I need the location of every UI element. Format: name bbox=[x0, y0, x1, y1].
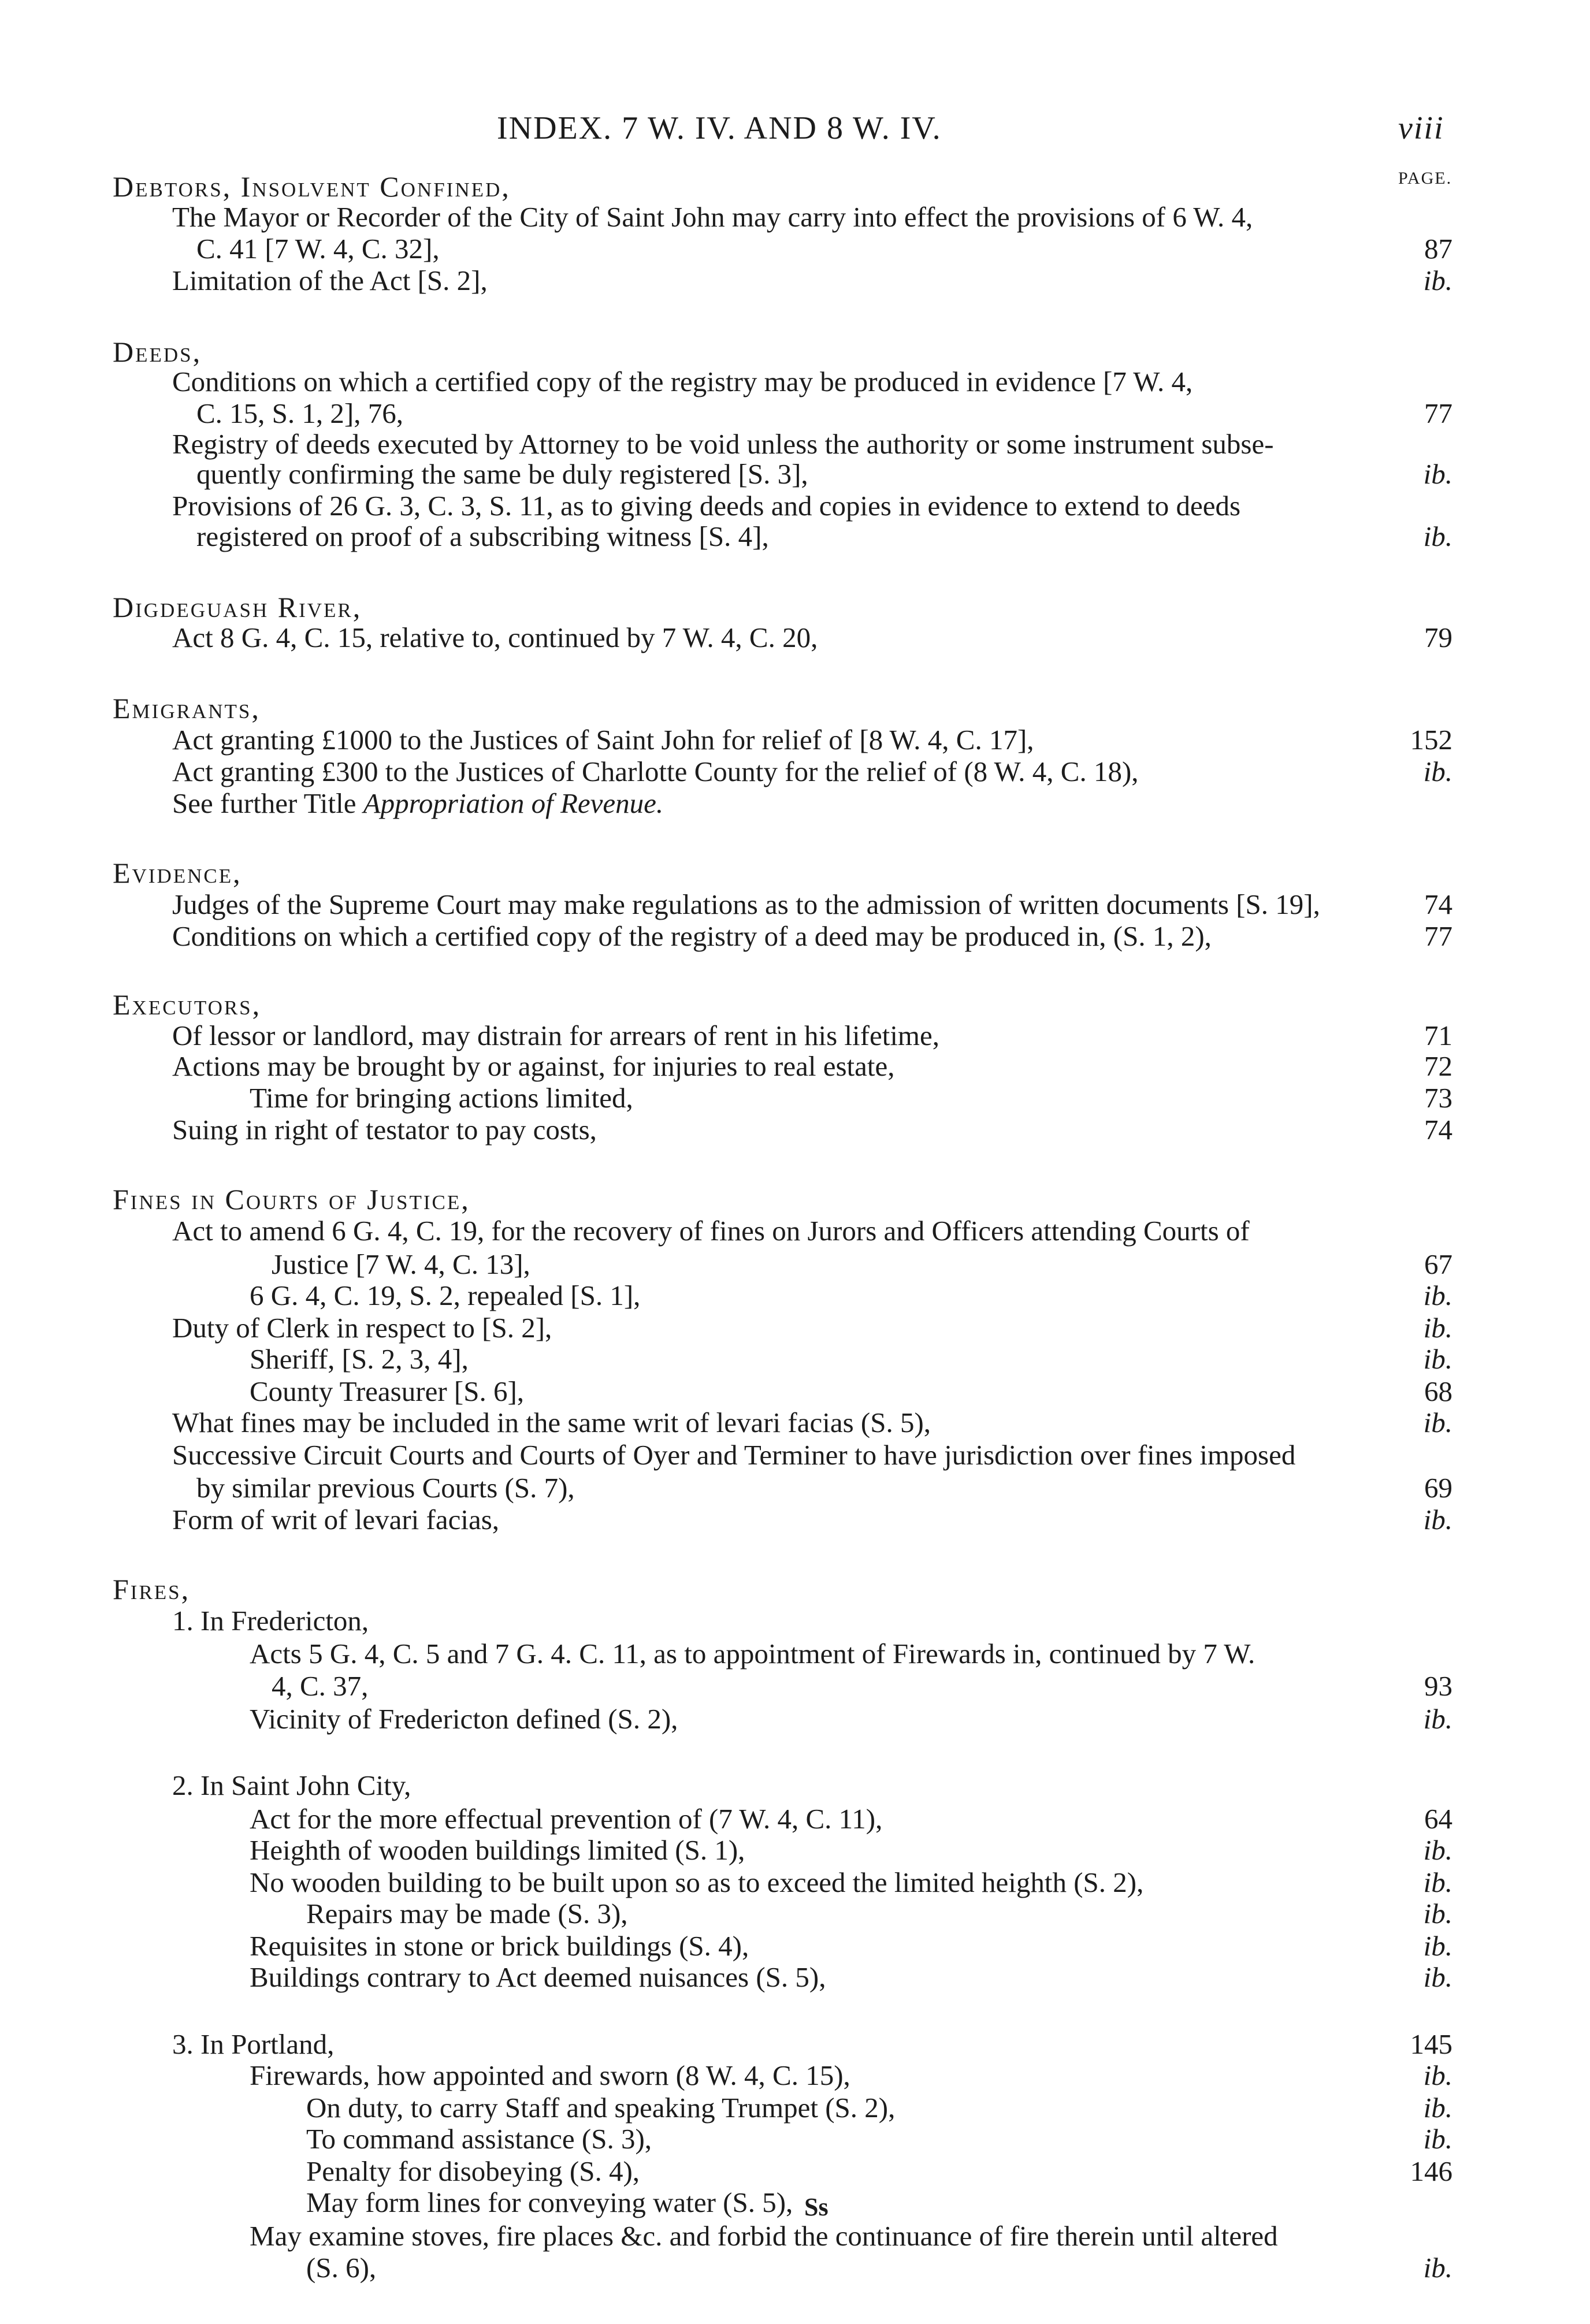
entry-text: Actions may be brought by or against, for injuries to real estate, bbox=[172, 1050, 895, 1082]
index-entry bbox=[0, 1636, 1590, 1672]
entry-text: Repairs may be made (S. 3), bbox=[306, 1898, 628, 1929]
index-entry bbox=[0, 2121, 1590, 2157]
page-reference: 68 bbox=[1424, 1375, 1452, 1407]
entry-text: Emigrants, bbox=[113, 692, 261, 724]
entry-text: C. 41 [7 W. 4, C. 32], bbox=[196, 233, 440, 265]
entry-text: Requisites in stone or brick buildings (S. 4), bbox=[250, 1930, 749, 1962]
entry-text: Conditions on which a certified copy of the registry of a deed may be produced in, (S. 1, 2), bbox=[172, 920, 1212, 952]
page-reference: ib. bbox=[1423, 2092, 1452, 2124]
entry-text: Conditions on which a certified copy of the registry may be produced in evidence [7 W. 4, bbox=[172, 366, 1193, 397]
index-entry bbox=[0, 1341, 1590, 1377]
entry-text: Successive Circuit Courts and Courts of Oyer and Terminer to have jurisdiction over fines imposed bbox=[172, 1439, 1296, 1471]
index-entry bbox=[0, 2090, 1590, 2126]
entry-text: Buildings contrary to Act deemed nuisances (S. 5), bbox=[250, 1961, 826, 1993]
signature-mark: Ss bbox=[804, 2193, 829, 2221]
page-reference: ib. bbox=[1423, 1312, 1452, 1344]
entry-text: Sheriff, [S. 2, 3, 4], bbox=[250, 1343, 469, 1375]
entry-text: Act for the more effectual prevention of (7 W. 4, C. 11), bbox=[250, 1803, 883, 1835]
index-entry bbox=[0, 263, 1590, 299]
page-reference: ib. bbox=[1423, 2059, 1452, 2091]
index-heading bbox=[0, 855, 1590, 891]
page-reference: ib. bbox=[1423, 1343, 1452, 1375]
page-reference: 73 bbox=[1424, 1082, 1452, 1114]
index-entry bbox=[0, 1405, 1590, 1441]
page-reference: 146 bbox=[1410, 2155, 1452, 2187]
entry-text: County Treasurer [S. 6], bbox=[250, 1375, 525, 1407]
index-entry bbox=[0, 1959, 1590, 1995]
entry-text: C. 15, S. 1, 2], 76, bbox=[196, 397, 404, 429]
page-reference: ib. bbox=[1423, 1930, 1452, 1962]
index-entry bbox=[0, 786, 1590, 821]
page-reference: 71 bbox=[1424, 1020, 1452, 1051]
index-entry bbox=[0, 887, 1590, 923]
page-reference: ib. bbox=[1423, 756, 1452, 787]
entry-text: Of lessor or landlord, may distrain for arrears of rent in his lifetime, bbox=[172, 1020, 940, 1051]
page-reference: ib. bbox=[1423, 1280, 1452, 1311]
index-entry bbox=[0, 1048, 1590, 1084]
entry-text: Fires, bbox=[113, 1573, 191, 1605]
entry-text: Heighth of wooden buildings limited (S. 1), bbox=[250, 1834, 745, 1866]
entry-text: Justice [7 W. 4, C. 13], bbox=[272, 1248, 530, 1280]
index-entry bbox=[0, 1928, 1590, 1964]
entry-text: To command assistance (S. 3), bbox=[306, 2123, 652, 2155]
page-reference: ib. bbox=[1423, 2123, 1452, 2155]
page-reference: ib. bbox=[1423, 1703, 1452, 1735]
entry-text: No wooden building to be built upon so as to exceed the limited heighth (S. 2), bbox=[250, 1866, 1144, 1898]
index-heading bbox=[0, 1571, 1590, 1607]
index-entry bbox=[0, 1801, 1590, 1837]
page-reference: 67 bbox=[1424, 1248, 1452, 1280]
index-heading bbox=[0, 690, 1590, 726]
title-reference: Appropriation of Revenue. bbox=[363, 787, 664, 819]
page-reference: 152 bbox=[1410, 724, 1452, 756]
index-entry bbox=[0, 2185, 1590, 2221]
index-entry bbox=[0, 1768, 1590, 1804]
index-heading bbox=[0, 1181, 1590, 1217]
page-reference: ib. bbox=[1423, 520, 1452, 552]
page-reference: ib. bbox=[1423, 1407, 1452, 1438]
entry-text: Form of writ of levari facias, bbox=[172, 1504, 500, 1535]
page-reference: 72 bbox=[1424, 1050, 1452, 1082]
index-entry bbox=[0, 1668, 1590, 1704]
page-reference: 145 bbox=[1410, 2028, 1452, 2060]
index-entry bbox=[0, 1832, 1590, 1868]
entry-text: 6 G. 4, C. 19, S. 2, repealed [S. 1], bbox=[250, 1280, 641, 1311]
index-heading bbox=[0, 987, 1590, 1022]
page-reference: ib. bbox=[1423, 1834, 1452, 1866]
page-reference: 64 bbox=[1424, 1803, 1452, 1835]
page-reference: 79 bbox=[1424, 622, 1452, 653]
page-reference: ib. bbox=[1423, 458, 1452, 490]
index-entry bbox=[0, 2218, 1590, 2254]
entry-text: by similar previous Courts (S. 7), bbox=[196, 1472, 575, 1504]
page-column-label: PAGE. bbox=[1398, 169, 1452, 188]
page-reference: 77 bbox=[1424, 397, 1452, 429]
page-reference: 74 bbox=[1424, 888, 1452, 920]
entry-text: 1. In Fredericton, bbox=[172, 1605, 369, 1637]
index-entry bbox=[0, 1310, 1590, 1346]
index-entry bbox=[0, 1865, 1590, 1901]
page-reference: ib. bbox=[1423, 1866, 1452, 1898]
entry-text: Act 8 G. 4, C. 15, relative to, continued by 7 W. 4, C. 20, bbox=[172, 622, 818, 653]
index-entry bbox=[0, 1080, 1590, 1116]
entry-text: registered on proof of a subscribing witness [S. 4], bbox=[196, 520, 769, 552]
index-entry bbox=[0, 1374, 1590, 1410]
entry-text: 3. In Portland, bbox=[172, 2028, 335, 2060]
entry-text: On duty, to carry Staff and speaking Trumpet (S. 2), bbox=[306, 2092, 896, 2124]
page-reference: ib. bbox=[1423, 265, 1452, 296]
page-reference: ib. bbox=[1423, 1504, 1452, 1535]
index-entry bbox=[0, 1701, 1590, 1737]
entry-text: Penalty for disobeying (S. 4), bbox=[306, 2155, 640, 2187]
index-entry bbox=[0, 919, 1590, 954]
page-reference: 74 bbox=[1424, 1114, 1452, 1146]
entry-text: Vicinity of Fredericton defined (S. 2), bbox=[250, 1703, 678, 1735]
index-entry bbox=[0, 722, 1590, 758]
index-entry bbox=[0, 1213, 1590, 1249]
entry-text: Executors, bbox=[113, 988, 262, 1021]
entry-text: quently confirming the same be duly registered [S. 3], bbox=[196, 458, 808, 490]
entry-text: Act to amend 6 G. 4, C. 19, for the recovery of fines on Jurors and Officers attending Courts of bbox=[172, 1215, 1250, 1247]
entry-text: Time for bringing actions limited, bbox=[250, 1082, 633, 1114]
page-reference: 69 bbox=[1424, 1472, 1452, 1504]
index-entry bbox=[0, 1278, 1590, 1314]
page-title: INDEX. 7 W. IV. AND 8 W. IV. bbox=[497, 110, 942, 146]
entry-text: Registry of deeds executed by Attorney to be void unless the authority or some instrument subse- bbox=[172, 428, 1274, 460]
entry-text: Provisions of 26 G. 3, C. 3, S. 11, as to giving deeds and copies in evidence to extend to deeds bbox=[172, 490, 1241, 522]
entry-text: Limitation of the Act [S. 2], bbox=[172, 265, 488, 296]
index-entry bbox=[0, 2058, 1590, 2094]
index-entry bbox=[0, 1247, 1590, 1282]
page-reference: 77 bbox=[1424, 920, 1452, 952]
index-entry bbox=[0, 456, 1590, 492]
entry-text: What fines may be included in the same writ of levari facias (S. 5), bbox=[172, 1407, 931, 1438]
index-entry bbox=[0, 1603, 1590, 1639]
entry-text: Judges of the Supreme Court may make regulations as to the admission of written documents [S. 19], bbox=[172, 888, 1320, 920]
entry-text: Fines in Courts of Justice, bbox=[113, 1183, 470, 1215]
page-reference: 87 bbox=[1424, 233, 1452, 265]
index-entry bbox=[0, 1502, 1590, 1538]
entry-text: 2. In Saint John City, bbox=[172, 1769, 411, 1801]
entry-text: May examine stoves, fire places &c. and forbid the continuance of fire therein until altered bbox=[250, 2220, 1278, 2252]
page-reference: ib. bbox=[1423, 1961, 1452, 1993]
entry-text: The Mayor or Recorder of the City of Saint John may carry into effect the provisions of 6 W. 4, bbox=[172, 201, 1253, 233]
entry-text: 4, C. 37, bbox=[272, 1670, 369, 1702]
index-entry bbox=[0, 1112, 1590, 1148]
entry-text: See further Title Appropriation of Revenue. bbox=[172, 787, 664, 819]
page-number: viii bbox=[1398, 110, 1444, 146]
index-entry bbox=[0, 519, 1590, 555]
entry-text: May form lines for conveying water (S. 5), bbox=[306, 2187, 793, 2218]
index-entry bbox=[0, 1470, 1590, 1506]
entry-text: Digdeguash River, bbox=[113, 591, 362, 623]
entry-text: Acts 5 G. 4, C. 5 and 7 G. 4. C. 11, as to appointment of Firewards in, continued by 7 W. bbox=[250, 1638, 1255, 1669]
entry-text: Act granting £1000 to the Justices of Saint John for relief of [8 W. 4, C. 17], bbox=[172, 724, 1034, 756]
page-reference: ib. bbox=[1423, 2252, 1452, 2284]
page-reference: ib. bbox=[1423, 1898, 1452, 1929]
index-entry bbox=[0, 199, 1590, 235]
entry-text: Suing in right of testator to pay costs, bbox=[172, 1114, 597, 1146]
entry-text: Firewards, how appointed and sworn (8 W. 4, C. 15), bbox=[250, 2059, 850, 2091]
index-entry bbox=[0, 2026, 1590, 2062]
page-reference: 93 bbox=[1424, 1670, 1452, 1702]
index-entry bbox=[0, 1437, 1590, 1473]
index-entry bbox=[0, 364, 1590, 400]
index-entry bbox=[0, 2250, 1590, 2286]
index-entry bbox=[0, 1896, 1590, 1932]
entry-text: Deeds, bbox=[113, 336, 202, 368]
entry-text: Evidence, bbox=[113, 857, 242, 889]
index-entry bbox=[0, 620, 1590, 656]
entry-text: (S. 6), bbox=[306, 2252, 377, 2284]
entry-text: Debtors, Insolvent Confined, bbox=[113, 170, 511, 203]
index-entry bbox=[0, 231, 1590, 267]
entry-text: Duty of Clerk in respect to [S. 2], bbox=[172, 1312, 552, 1344]
index-entry bbox=[0, 754, 1590, 790]
entry-text: Act granting £300 to the Justices of Charlotte County for the relief of (8 W. 4, C. 18), bbox=[172, 756, 1139, 787]
index-entry bbox=[0, 2154, 1590, 2189]
